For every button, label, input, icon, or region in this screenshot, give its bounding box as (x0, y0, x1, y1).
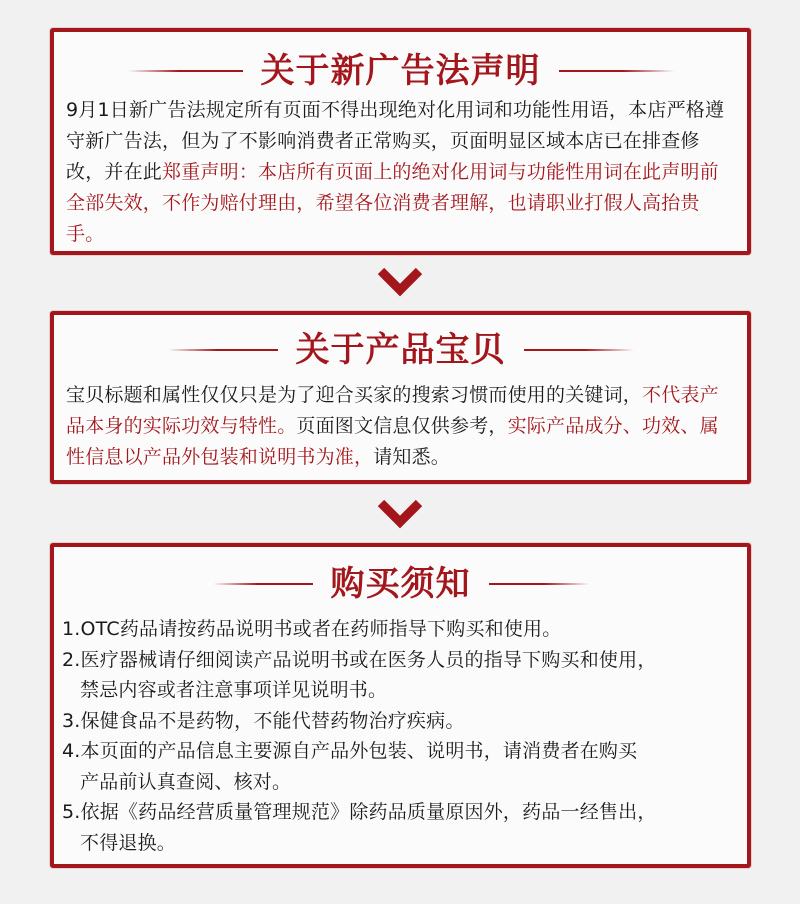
product-body (66, 380, 737, 473)
ad-law-title: 关于新广告法声明 (260, 51, 541, 91)
title-rule-right (524, 349, 634, 351)
product-text-c: 请知悉。 (373, 446, 451, 468)
title-rule-left (213, 583, 313, 585)
list-item-continuation: 不得退换。 (80, 831, 177, 854)
list-item-text: 2.医疗器械请仔细阅读产品说明书或在医务人员的指导下购买和使用， (62, 648, 657, 671)
ad-law-title-row (54, 46, 747, 96)
chevron-down-icon (375, 265, 425, 299)
ad-law-solemn-statement: 郑重声明：本店所有页面上的绝对化用词与功能性用词在此声明前全部失效，不作为赔付理由，希望各位消费者理解，也请职业打假人高抬贵手。 (66, 161, 719, 245)
purchase-title-row (54, 559, 747, 609)
list-item (62, 706, 737, 737)
list-item-text: 1.OTC药品请按药品说明书或者在药师指导下购买和使用。 (62, 618, 562, 640)
product-listing-panel (50, 311, 751, 484)
product-title: 关于产品宝贝 (295, 330, 506, 370)
title-rule-left (128, 70, 243, 72)
list-item (62, 797, 737, 858)
ad-law-statement-panel (50, 28, 751, 255)
product-text-a: 宝贝标题和属性仅仅只是为了迎合买家的搜索习惯而使用的关键词， (66, 384, 643, 406)
purchase-title: 购买须知 (330, 564, 471, 604)
list-item (62, 645, 737, 706)
title-rule-right (559, 70, 674, 72)
list-item-text: 3.保健食品不是药物，不能代替药物治疗疾病。 (62, 709, 465, 732)
product-text-red-2: 实际产品成分、功效、属性信息以产品外包装和说明书为准， (66, 415, 719, 468)
list-item-text: 5.依据《药品经营质量管理规范》除药品质量原因外，药品一经售出， (62, 801, 657, 823)
list-item-text: 4.本页面的产品信息主要源自产品外包装、说明书，请消费者在购买 (62, 740, 638, 762)
list-item-continuation: 产品前认真查阅、核对。 (80, 770, 292, 793)
purchase-notice-panel (50, 543, 751, 868)
title-rule-right (489, 583, 589, 585)
product-text-b: 页面图文信息仅供参考， (296, 415, 508, 437)
purchase-list (62, 614, 737, 858)
chevron-down-icon (375, 497, 425, 531)
title-rule-left (168, 349, 278, 351)
list-item-continuation: 禁忌内容或者注意事项详见说明书。 (80, 679, 388, 701)
ad-law-text: 9月1日新广告法规定所有页面不得出现绝对化用词和功能性用语，本店严格遵守新广告法，但为了不影响消费者正常购买，页面明显区域本店已在排查修改，并在此 (66, 99, 725, 183)
list-item (62, 736, 737, 797)
list-item (62, 614, 737, 645)
product-text-red-1: 不代表产品本身的实际功效与特性。 (66, 384, 719, 437)
product-title-row (54, 325, 747, 375)
ad-law-body (66, 95, 737, 250)
